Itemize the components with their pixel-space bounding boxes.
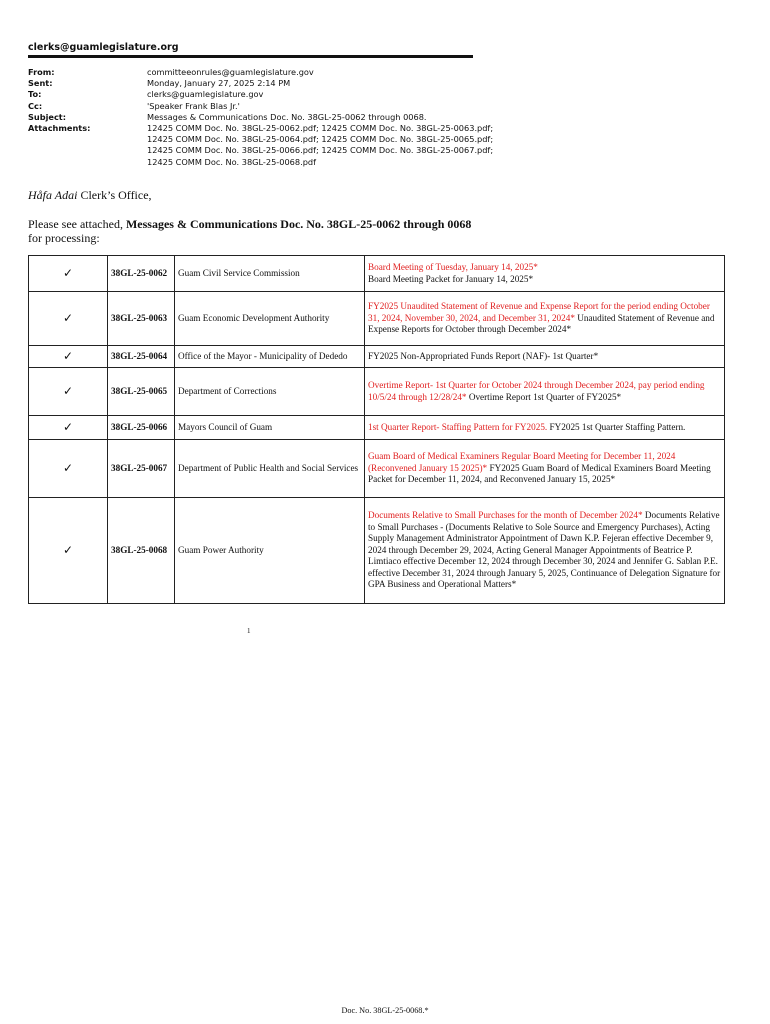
desc-black: Board Meeting Packet for January 14, 2025*: [368, 273, 534, 284]
agency-name: Department of Corrections: [175, 368, 365, 416]
meta-row-from: [28, 67, 498, 78]
agency-name: Guam Power Authority: [175, 498, 365, 604]
meta-row-attachments-cont: [28, 134, 498, 145]
desc-red: 1st Quarter Report- Staffing Pattern for FY2025.: [368, 421, 548, 432]
intro-paragraph: [28, 217, 488, 245]
desc-red: Guam Board of Medical Examiners Regular Board Meeting for December 11, 2024 (Reconvened January 15 2025)*: [368, 451, 676, 473]
check-icon: ✓: [29, 368, 108, 416]
agency-name: Guam Economic Development Authority: [175, 292, 365, 346]
meta-row-attachments-cont: [28, 145, 498, 156]
header-rule: [28, 55, 473, 58]
page-number: 1: [247, 627, 251, 635]
greeting: [28, 188, 152, 203]
greeting-rest: Clerk’s Office,: [77, 188, 152, 202]
agency-name: Guam Civil Service Commission: [175, 256, 365, 292]
attachment-link[interactable]: 12425 COMM Doc. No. 38GL-25-0066.pdf; 12425 COMM Doc. No. 38GL-25-0067.pdf;: [147, 145, 494, 156]
desc-black: FY2025 Non-Appropriated Funds Report (NAF)- 1st Quarter*: [368, 350, 599, 361]
table-row: [29, 498, 725, 604]
desc-black: FY2025 1st Quarter Staffing Pattern.: [549, 421, 686, 432]
doc-number: 38GL-25-0067: [108, 440, 175, 498]
check-icon: ✓: [29, 416, 108, 440]
intro-suffix: for processing:: [28, 231, 100, 245]
doc-description: [365, 256, 725, 292]
desc-red: FY2025 Unaudited Statement of Revenue and Expense Report for the period ending October 31, 2024, November 30, 2024, and December 31, 2024*: [368, 301, 710, 323]
greeting-italic: Håfa Adai: [28, 188, 78, 202]
sender-header: clerks@guamlegislature.org: [28, 42, 179, 53]
table-row: [29, 416, 725, 440]
table-row: [29, 256, 725, 292]
doc-number: 38GL-25-0063: [108, 292, 175, 346]
meta-label: Subject:: [28, 111, 66, 122]
intro-bold: Messages & Communications Doc. No. 38GL-25-0062 through 0068: [125, 217, 472, 231]
meta-row-cc: [28, 101, 498, 112]
desc-red: Documents Relative to Small Purchases for the month of December 2024*: [368, 510, 643, 521]
meta-label: [28, 134, 147, 145]
doc-description: [365, 346, 725, 368]
meta-row-attachments: [28, 123, 498, 134]
doc-description: [365, 498, 725, 604]
meta-label: [28, 145, 147, 156]
email-meta: [28, 67, 498, 168]
doc-description: [365, 440, 725, 498]
desc-black: Overtime Report 1st Quarter of FY2025*: [468, 391, 622, 402]
agency-name: Mayors Council of Guam: [175, 416, 365, 440]
desc-black: Unaudited Statement of Revenue and Expense Reports for October through December 2024*: [368, 312, 715, 335]
doc-description: [365, 368, 725, 416]
meta-label: From:: [28, 67, 55, 77]
agency-name: Department of Public Health and Social Services: [175, 440, 365, 498]
doc-number: 38GL-25-0066: [108, 416, 175, 440]
check-icon: ✓: [29, 440, 108, 498]
meta-label: Attachments:: [28, 123, 91, 134]
meta-label: Cc:: [28, 100, 43, 111]
check-icon: ✓: [29, 346, 108, 368]
check-icon: ✓: [29, 256, 108, 292]
table-row: [29, 292, 725, 346]
desc-red: Board Meeting of Tuesday, January 14, 2025*: [368, 262, 538, 272]
table-row: [29, 346, 725, 368]
documents-table: [28, 255, 725, 604]
meta-value-subject: Messages & Communications Doc. No. 38GL-25-0062 through 0068.: [147, 111, 427, 122]
meta-value-to: clerks@guamlegislature.gov: [147, 89, 264, 100]
table-row: [29, 440, 725, 498]
desc-black: Documents Relative to Small Purchases - (Documents Relative to Sole Source and Emergency Purchases), Acting Supply Management Administrator Appointment of Dawn K.P. Fejeran effective December 9, 2024 through December 29, 2024, Acting General Manager Appointments of Beatrice P. Limtiaco effective December 12, 2024 through December 30, 2024 and Jennifer G. Sablan P.E. effective December 31, 2024 through January 5, 2025, Continuance of Delegation Signature for GPA Business and Operational Matters*: [368, 510, 721, 590]
doc-number: 38GL-25-0062: [108, 256, 175, 292]
attachment-link[interactable]: 12425 COMM Doc. No. 38GL-25-0068.pdf: [147, 156, 316, 167]
attachment-link[interactable]: 12425 COMM Doc. No. 38GL-25-0062.pdf; 12425 COMM Doc. No. 38GL-25-0063.pdf;: [147, 123, 494, 134]
meta-value-sent: Monday, January 27, 2025 2:14 PM: [147, 78, 291, 89]
footer-doc-number: Doc. No. 38GL-25-0068.*: [341, 1006, 429, 1015]
meta-label: Sent:: [28, 78, 53, 89]
agency-name: Office of the Mayor - Municipality of Dededo: [175, 346, 365, 368]
desc-black: FY2025 Guam Board of Medical Examiners Board Meeting Packet for December 11, 2024, and Reconvened January 15, 2025*: [368, 462, 711, 485]
meta-row-attachments-cont: [28, 157, 498, 168]
meta-value-cc: 'Speaker Frank Blas Jr.': [147, 100, 240, 111]
meta-row-to: [28, 89, 498, 100]
attachment-link[interactable]: 12425 COMM Doc. No. 38GL-25-0064.pdf; 12425 COMM Doc. No. 38GL-25-0065.pdf;: [147, 134, 494, 145]
meta-label: [28, 157, 147, 168]
check-icon: ✓: [29, 498, 108, 604]
desc-red: Overtime Report- 1st Quarter for October 2024 through December 2024, pay period ending 10/5/24 through 12/28/24*: [368, 380, 705, 402]
meta-row-subject: [28, 112, 498, 123]
doc-number: 38GL-25-0064: [108, 346, 175, 368]
table-row: [29, 368, 725, 416]
meta-row-sent: [28, 78, 498, 89]
doc-description: [365, 416, 725, 440]
intro-prefix: Please see attached,: [28, 217, 126, 231]
check-icon: ✓: [29, 292, 108, 346]
meta-value-from: committeeonrules@guamlegislature.gov: [147, 67, 314, 77]
doc-number: 38GL-25-0065: [108, 368, 175, 416]
doc-description: [365, 292, 725, 346]
meta-label: To:: [28, 89, 42, 100]
doc-number: 38GL-25-0068: [108, 498, 175, 604]
